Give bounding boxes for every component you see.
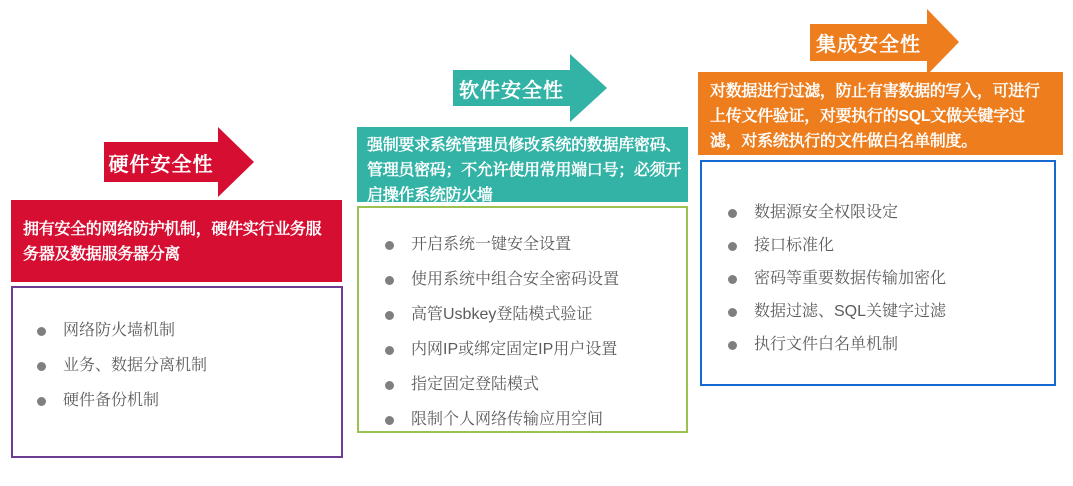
bullet-icon — [385, 381, 394, 390]
software-security-title: 软件安全性 — [459, 79, 564, 102]
list-item-label: 内网IP或绑定固定IP用户设置 — [411, 341, 618, 358]
arrow-head-icon — [570, 54, 607, 122]
list-item — [385, 304, 680, 326]
bullet-icon — [385, 346, 394, 355]
list-item — [728, 235, 1048, 257]
integration-security-description: 对数据进行过滤，防止有害数据的写入，可进行上传文件验证，对要执行的SQL文做关键字过滤，对系统执行的文件做白名单制度。 — [710, 83, 1040, 150]
hardware-security-list — [37, 320, 335, 412]
list-item — [728, 301, 1048, 323]
hardware-security-title: 硬件安全性 — [108, 153, 214, 176]
bullet-icon — [728, 308, 737, 317]
software-security-list-box — [357, 206, 688, 433]
hardware-security-description: 拥有安全的网络防护机制，硬件实行业务服务器及数据服务器分离 — [23, 221, 322, 263]
bullet-icon — [37, 362, 46, 371]
list-item — [385, 269, 680, 291]
list-item — [385, 374, 680, 396]
list-item — [37, 320, 335, 342]
list-item-label: 开启系统一键安全设置 — [411, 236, 572, 253]
list-item-label: 数据过滤、SQL关键字过滤 — [754, 303, 947, 320]
list-item — [385, 339, 680, 361]
integration-security-arrow-body — [810, 24, 927, 61]
bullet-icon — [385, 241, 394, 250]
bullet-icon — [37, 397, 46, 406]
list-item-label: 密码等重要数据传输加密化 — [754, 270, 947, 287]
bullet-icon — [385, 416, 394, 425]
software-security-description: 强制要求系统管理员修改系统的数据库密码、管理员密码；不允许使用常用端口号；必须开启操作系统防火墙 — [367, 137, 682, 204]
bullet-icon — [728, 341, 737, 350]
integration-security-list — [728, 202, 1048, 356]
list-item — [37, 390, 335, 412]
list-item-label: 高管Usbkey登陆模式验证 — [411, 306, 593, 323]
list-item-label: 限制个人网络传输应用空间 — [411, 411, 604, 428]
software-security-arrow-body — [453, 70, 570, 106]
software-security-list — [385, 234, 680, 431]
list-item-label: 数据源安全权限设定 — [754, 204, 899, 221]
arrow-head-icon — [927, 9, 959, 75]
bullet-icon — [385, 311, 394, 320]
integration-security-arrow-banner — [810, 9, 959, 75]
bullet-icon — [37, 327, 46, 336]
hardware-security-arrow-body — [104, 142, 218, 182]
arrow-head-icon — [218, 127, 254, 197]
hardware-security-description-box — [11, 200, 342, 282]
list-item — [385, 409, 680, 431]
software-security-description-box — [357, 127, 688, 202]
list-item — [728, 334, 1048, 356]
integration-security-list-box — [700, 160, 1056, 386]
integration-security-description-box — [698, 72, 1063, 155]
list-item-label: 使用系统中组合安全密码设置 — [411, 271, 620, 288]
bullet-icon — [385, 276, 394, 285]
list-item — [37, 355, 335, 377]
list-item — [728, 268, 1048, 290]
list-item — [728, 202, 1048, 224]
hardware-security-list-box — [11, 286, 343, 458]
list-item-label: 硬件备份机制 — [63, 392, 160, 409]
bullet-icon — [728, 275, 737, 284]
integration-security-title: 集成安全性 — [816, 33, 921, 56]
software-security-arrow-banner — [453, 54, 607, 122]
list-item-label: 网络防火墙机制 — [63, 322, 176, 339]
bullet-icon — [728, 209, 737, 218]
list-item-label: 接口标准化 — [754, 237, 835, 254]
hardware-security-arrow-banner — [104, 127, 254, 197]
list-item-label: 执行文件白名单机制 — [754, 336, 899, 353]
bullet-icon — [728, 242, 737, 251]
list-item-label: 业务、数据分离机制 — [63, 357, 208, 374]
list-item-label: 指定固定登陆模式 — [411, 376, 540, 393]
list-item — [385, 234, 680, 256]
